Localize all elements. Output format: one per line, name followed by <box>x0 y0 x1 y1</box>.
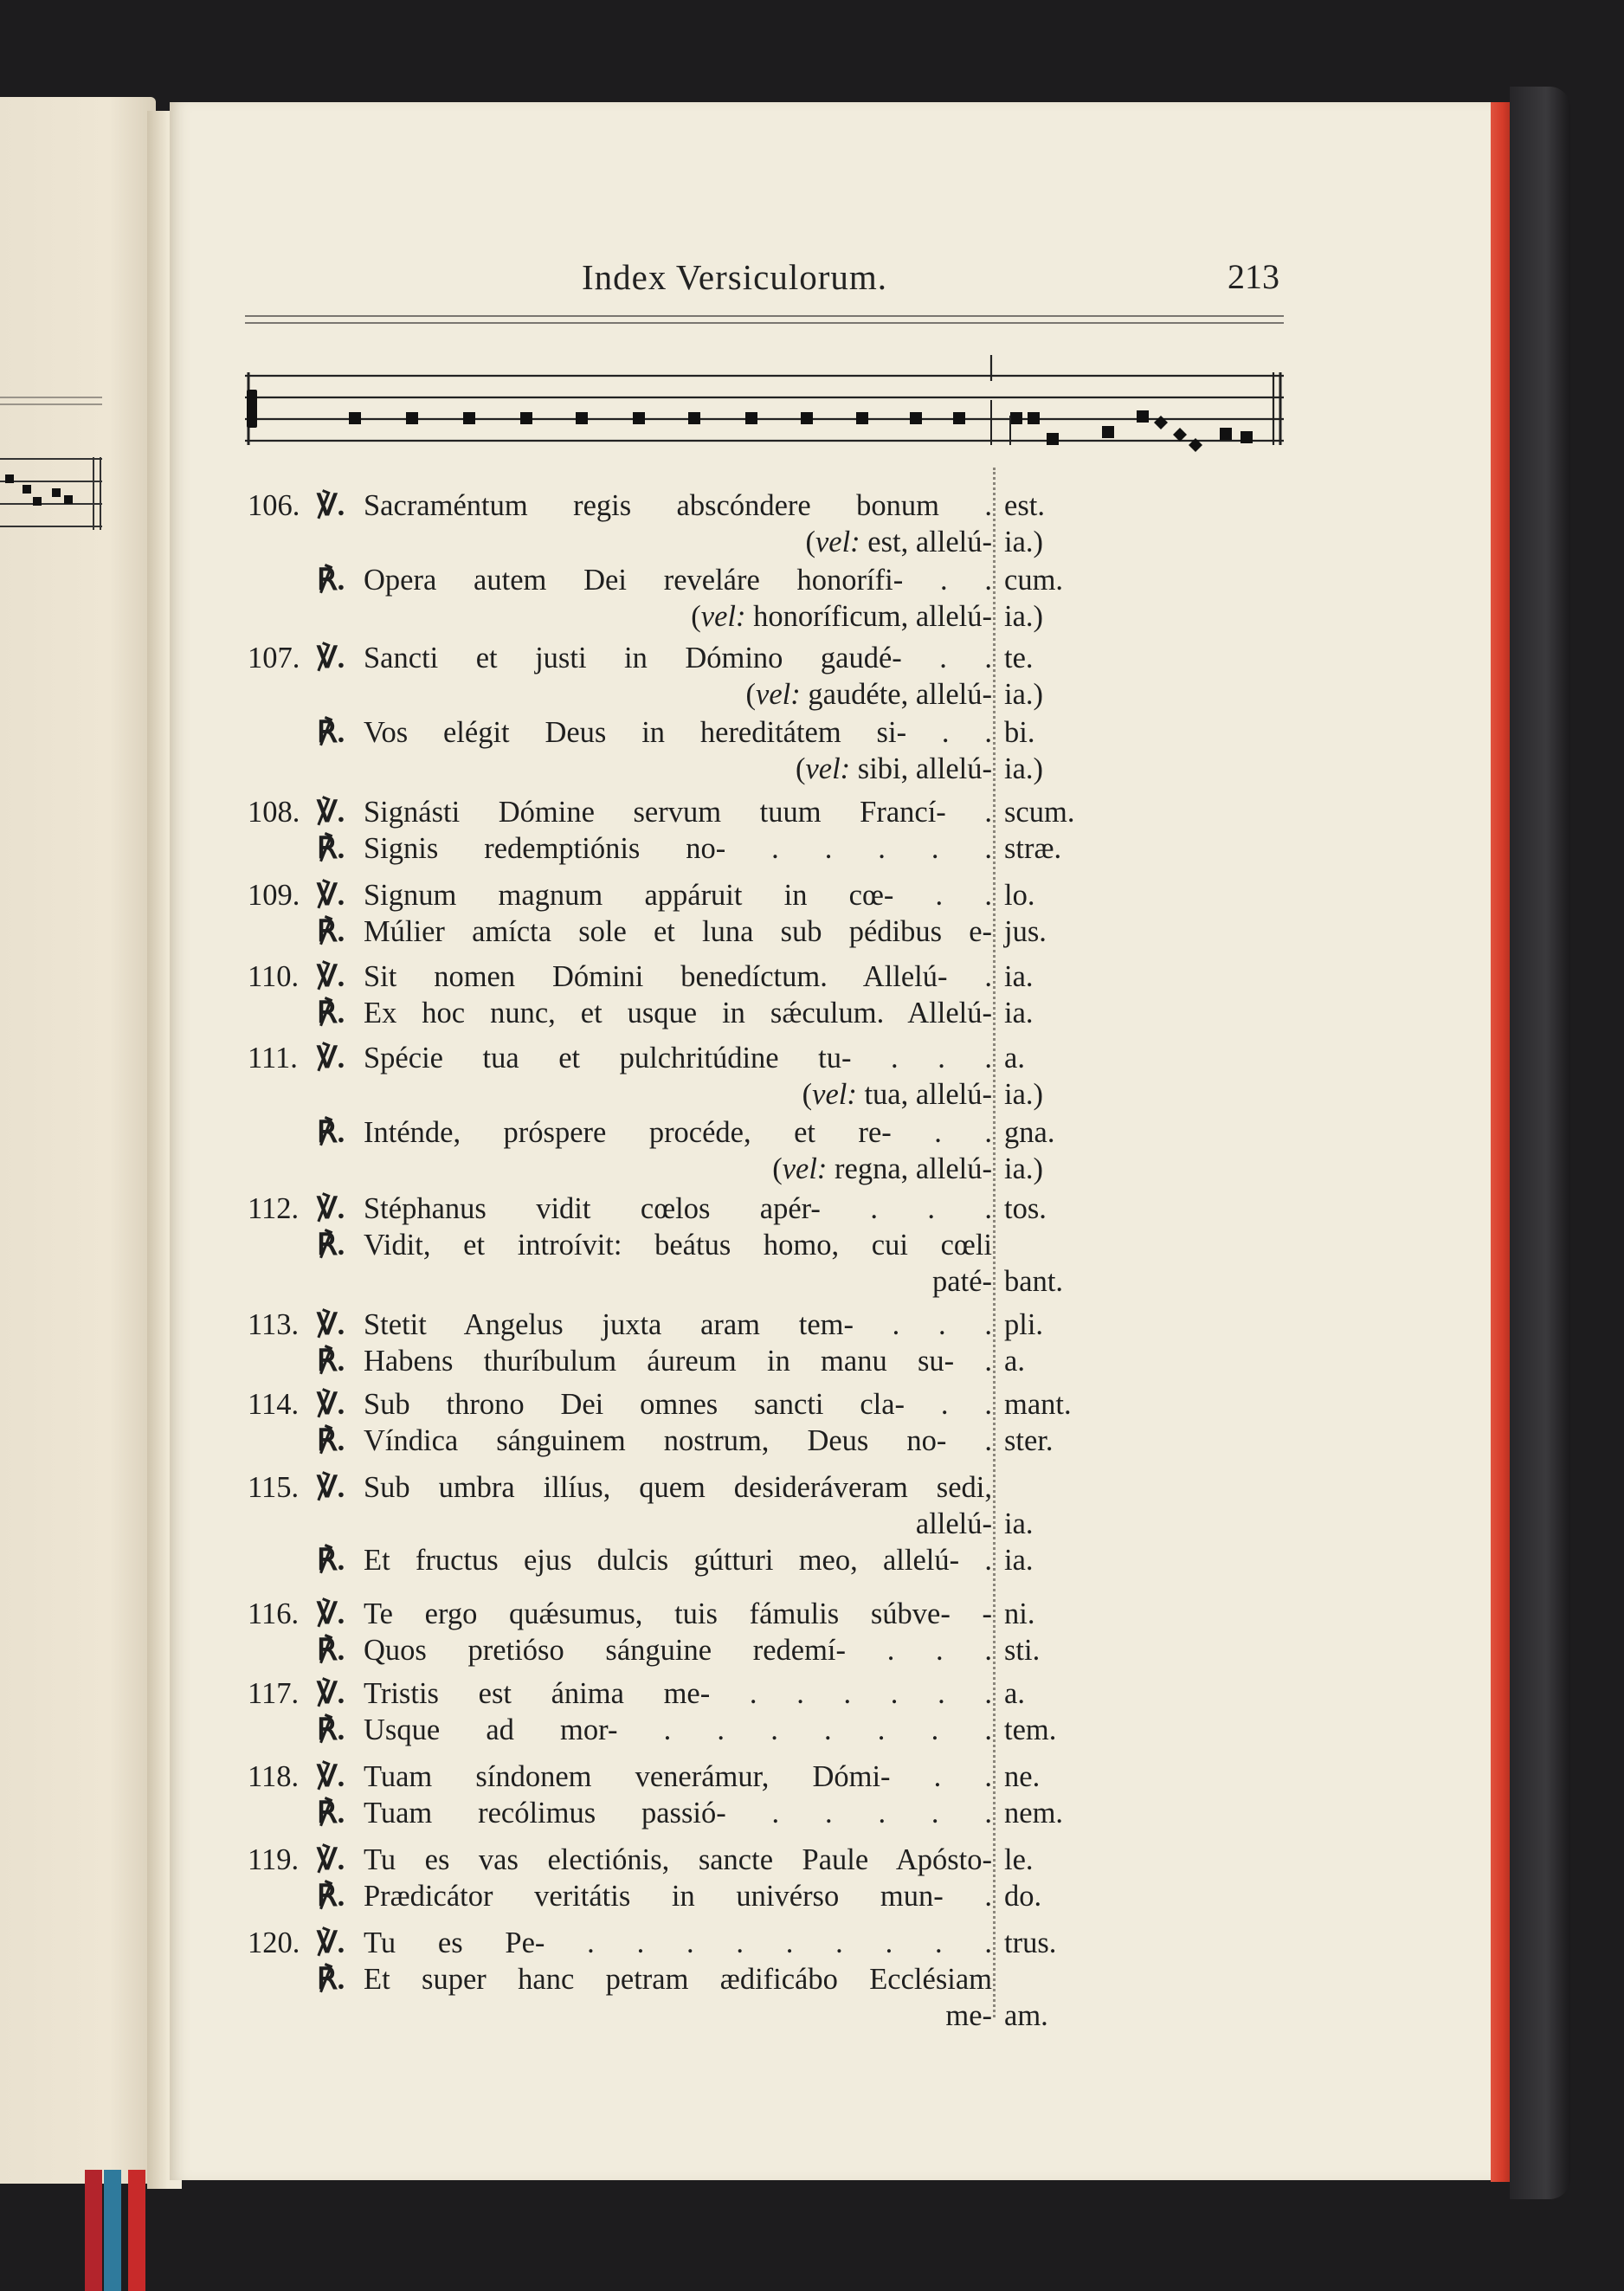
response-symbol: ℟. <box>317 716 345 749</box>
index-line <box>0 958 1624 996</box>
index-line <box>0 713 1624 752</box>
index-line <box>0 1541 1624 1579</box>
entry-text: paté- <box>932 1265 992 1298</box>
entry-ending: a. <box>1004 1042 1025 1075</box>
entry-text: Inténde, próspere procéde, et re- . . <box>364 1116 992 1149</box>
entry-text: allelú- <box>915 1507 992 1540</box>
entry-text: Te ergo quǽsumus, tuis fámulis súbve- - <box>364 1597 992 1630</box>
entry-text: Signis redemptiónis no- . . . . . <box>364 832 992 865</box>
index-line <box>0 639 1624 677</box>
response-symbol: ℟. <box>317 1229 345 1262</box>
entry-ending: cum. <box>1004 564 1064 597</box>
header-rule <box>245 315 1284 317</box>
entry-text: Ex hoc nunc, et usque in sǽculum. Allelú- <box>364 997 992 1029</box>
entry-ending: ia.) <box>1004 678 1044 711</box>
versicle-symbol: ℣. <box>317 1042 345 1075</box>
entry-ending: scum. <box>1004 796 1075 829</box>
entry-text: me- <box>945 1999 992 2032</box>
entry-ending: ia. <box>1004 1507 1034 1540</box>
entry-number: 111. <box>248 1042 298 1075</box>
versicle-symbol: ℣. <box>317 1760 345 1793</box>
ribbon-bookmark <box>128 2170 145 2291</box>
entry-number: 115. <box>248 1471 300 1504</box>
response-symbol: ℟. <box>317 564 345 597</box>
entry-ending: ia. <box>1004 960 1034 993</box>
versicle-symbol: ℣. <box>317 1471 345 1504</box>
entry-ending: do. <box>1004 1880 1042 1913</box>
entry-number: 119. <box>248 1843 300 1876</box>
entry-number: 118. <box>248 1760 300 1793</box>
entry-text: Signum magnum appáruit in cœ- . . <box>364 879 992 912</box>
entry-number: 106. <box>248 489 300 522</box>
response-symbol: ℟. <box>317 1880 345 1913</box>
entry-ending: lo. <box>1004 879 1035 912</box>
entry-ending: sti. <box>1004 1634 1041 1667</box>
index-line <box>0 750 1624 788</box>
entry-ending: bant. <box>1004 1265 1064 1298</box>
index-line <box>0 1075 1624 1113</box>
ribbon-bookmark <box>85 2170 102 2291</box>
running-title: Index Versiculorum. <box>582 257 888 297</box>
entry-text: Víndica sánguinem nostrum, Deus no- . <box>364 1424 992 1457</box>
versicle-symbol: ℣. <box>317 960 345 993</box>
entry-text: Signásti Dómine servum tuum Francí- . <box>364 796 992 829</box>
response-symbol: ℟. <box>317 1797 345 1830</box>
index-line <box>0 1190 1624 1228</box>
response-symbol: ℟. <box>317 832 345 865</box>
entry-ending: nem. <box>1004 1797 1064 1830</box>
entry-ending: a. <box>1004 1345 1025 1378</box>
index-line <box>0 994 1624 1032</box>
versicle-symbol: ℣. <box>317 796 345 829</box>
index-line <box>0 1675 1624 1713</box>
index-line <box>0 1505 1624 1543</box>
left-page-rule <box>0 397 102 398</box>
index-line <box>0 1262 1624 1300</box>
entry-text: (vel: tua, allelú- <box>802 1078 992 1111</box>
entry-ending: a. <box>1004 1677 1025 1710</box>
chant-neumes <box>247 390 1253 452</box>
index-line <box>0 1924 1624 1962</box>
entry-number: 107. <box>248 642 300 674</box>
entry-ending: ia.) <box>1004 752 1044 785</box>
versicle-symbol: ℣. <box>317 489 345 522</box>
entry-text: (vel: sibi, allelú- <box>795 752 992 785</box>
entry-ending: trus. <box>1004 1926 1057 1959</box>
index-line <box>0 1468 1624 1507</box>
index-line <box>0 1960 1624 1998</box>
entry-ending: le. <box>1004 1843 1034 1876</box>
entry-ending: ia.) <box>1004 1152 1044 1185</box>
response-symbol: ℟. <box>317 915 345 948</box>
entry-ending: ni. <box>1004 1597 1035 1630</box>
entry-text: Et super hanc petram ædificábo Ecclésiam <box>364 1963 992 1996</box>
response-symbol: ℟. <box>317 1544 345 1577</box>
entry-ending: est. <box>1004 489 1045 522</box>
index-line <box>0 1877 1624 1915</box>
entry-ending: tem. <box>1004 1713 1057 1746</box>
entry-number: 110. <box>248 960 300 993</box>
index-line <box>0 523 1624 561</box>
response-symbol: ℟. <box>317 997 345 1029</box>
entry-text: Múlier amícta sole et luna sub pédibus e- <box>364 915 992 948</box>
entry-text: Spécie tua et pulchritúdine tu- . . . <box>364 1042 992 1075</box>
chant-staff <box>245 355 1284 463</box>
entry-ending: ia. <box>1004 997 1034 1029</box>
index-line <box>0 913 1624 951</box>
entry-number: 116. <box>248 1597 300 1630</box>
entry-text: Sancti et justi in Dómino gaudé- . . <box>364 642 992 674</box>
index-line <box>0 1306 1624 1344</box>
entry-text: Stetit Angelus juxta aram tem- . . . <box>364 1308 992 1341</box>
entry-text: Sub umbra illíus, quem desideráveram sedi, <box>364 1471 992 1504</box>
index-line <box>0 1342 1624 1380</box>
entry-ending: tos. <box>1004 1192 1047 1225</box>
entry-text: (vel: regna, allelú- <box>772 1152 992 1185</box>
entry-text: Sacraméntum regis abscóndere bonum . <box>364 489 992 522</box>
index-line <box>0 597 1624 636</box>
versicle-symbol: ℣. <box>317 642 345 674</box>
entry-text: Vos elégit Deus in hereditátem si- . . <box>364 716 992 749</box>
entry-number: 113. <box>248 1308 300 1341</box>
entry-number: 112. <box>248 1192 300 1225</box>
entry-text: Stéphanus vidit cœlos apér- . . . <box>364 1192 992 1225</box>
entry-number: 108. <box>248 796 300 829</box>
page-header <box>0 256 1624 308</box>
entry-text: Et fructus ejus dulcis gútturi meo, allelú- . <box>364 1544 992 1577</box>
ribbon-bookmark <box>104 2170 121 2291</box>
entry-text: Tristis est ánima me- . . . . . . <box>364 1677 992 1710</box>
entry-ending: gna. <box>1004 1116 1055 1149</box>
index-line <box>0 561 1624 599</box>
index-line <box>0 876 1624 914</box>
versicle-symbol: ℣. <box>317 1388 345 1421</box>
response-symbol: ℟. <box>317 1424 345 1457</box>
versicle-symbol: ℣. <box>317 1677 345 1710</box>
index-line <box>0 1711 1624 1749</box>
entry-number: 114. <box>248 1388 300 1421</box>
entry-ending: ia.) <box>1004 526 1044 558</box>
entry-text: (vel: honoríficum, allelú- <box>691 600 992 633</box>
entry-text: Opera autem Dei reveláre honorífi- . . <box>364 564 992 597</box>
entry-number: 117. <box>248 1677 300 1710</box>
entry-ending: jus. <box>1004 915 1047 948</box>
entry-text: Prædicátor veritátis in univérso mun- . <box>364 1880 992 1913</box>
entry-ending: te. <box>1004 642 1034 674</box>
entry-text: Usque ad mor- . . . . . . . <box>364 1713 992 1746</box>
index-line <box>0 1039 1624 1077</box>
entry-ending: ia.) <box>1004 1078 1044 1111</box>
index-line <box>0 1226 1624 1264</box>
index-line <box>0 1758 1624 1796</box>
entry-ending: ia.) <box>1004 600 1044 633</box>
entry-ending: bi. <box>1004 716 1035 749</box>
response-symbol: ℟. <box>317 1713 345 1746</box>
response-symbol: ℟. <box>317 1963 345 1996</box>
entry-ending: ne. <box>1004 1760 1041 1793</box>
versicle-symbol: ℣. <box>317 1192 345 1225</box>
entry-text: Sit nomen Dómini benedíctum. Allelú- . <box>364 960 992 993</box>
index-line <box>0 829 1624 868</box>
versicle-symbol: ℣. <box>317 1597 345 1630</box>
entry-ending: pli. <box>1004 1308 1044 1341</box>
index-line <box>0 1631 1624 1669</box>
entry-text: Sub throno Dei omnes sancti cla- . . <box>364 1388 992 1421</box>
index-line <box>0 1113 1624 1152</box>
header-rule <box>245 322 1284 324</box>
entry-ending: ia. <box>1004 1544 1034 1577</box>
index-line <box>0 1595 1624 1633</box>
versicle-symbol: ℣. <box>317 1843 345 1876</box>
entry-ending: mant. <box>1004 1388 1072 1421</box>
index-line <box>0 1841 1624 1879</box>
response-symbol: ℟. <box>317 1116 345 1149</box>
response-symbol: ℟. <box>317 1345 345 1378</box>
entry-number: 120. <box>248 1926 300 1959</box>
entry-text: Habens thuríbulum áureum in manu su- . <box>364 1345 992 1378</box>
index-line <box>0 487 1624 525</box>
index-line <box>0 793 1624 831</box>
entry-text: (vel: gaudéte, allelú- <box>745 678 992 711</box>
entry-text: Tu es vas electiónis, sancte Paule Apósto- <box>364 1843 992 1876</box>
entry-text: Tu es Pe- . . . . . . . . . <box>364 1926 992 1959</box>
entry-text: Tuam recólimus passió- . . . . . <box>364 1797 992 1830</box>
index-line <box>0 675 1624 713</box>
index-line <box>0 1422 1624 1460</box>
entry-text: (vel: est, allelú- <box>805 526 992 558</box>
entry-ending: ster. <box>1004 1424 1054 1457</box>
left-page-rule <box>0 403 102 405</box>
index-line <box>0 1385 1624 1423</box>
entry-ending: am. <box>1004 1999 1048 2032</box>
versicle-symbol: ℣. <box>317 1926 345 1959</box>
index-line <box>0 1794 1624 1832</box>
page-number: 213 <box>1228 257 1279 296</box>
versicle-symbol: ℣. <box>317 879 345 912</box>
entry-ending: stræ. <box>1004 832 1062 865</box>
entry-text: Tuam síndonem venerámur, Dómi- . . <box>364 1760 992 1793</box>
index-line <box>0 1997 1624 2035</box>
entry-number: 109. <box>248 879 300 912</box>
entry-text: Quos pretióso sánguine redemí- . . . <box>364 1634 992 1667</box>
entry-text: Vidit, et introívit: beátus homo, cui cœli <box>364 1229 992 1262</box>
response-symbol: ℟. <box>317 1634 345 1667</box>
index-line <box>0 1150 1624 1188</box>
versicle-symbol: ℣. <box>317 1308 345 1341</box>
